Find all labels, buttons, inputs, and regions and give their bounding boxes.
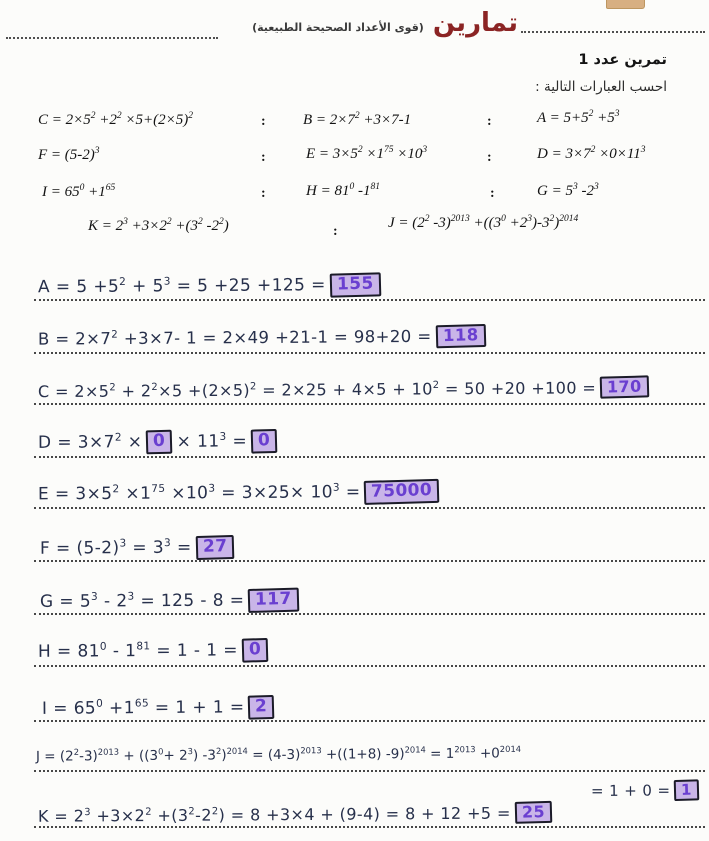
handwritten-math: $A = 5 +5^2 + 5^3 = 5 +25 +125$ = xyxy=(37,274,326,297)
dotted-rule xyxy=(34,720,705,722)
dotted-rule xyxy=(34,403,705,405)
exercise-heading: تمرين عدد 1 xyxy=(578,52,667,68)
colon-separator: : xyxy=(261,114,266,129)
solution-line-G xyxy=(40,588,303,613)
handwritten-math: $J = (2^2-3)^{2013} + ((3^0+ 2^3) -3^2)^{2014} = (4-3)^{2013} +((1+8) -9)^{2014} = 1^{2013} +0^{2014}$ xyxy=(35,743,522,765)
answer-box: 117 xyxy=(248,588,299,613)
dotted-rule xyxy=(34,770,705,772)
answer-box: 170 xyxy=(600,375,649,399)
expression-H: $H = 81^0$ $-1^{81}$ xyxy=(306,182,380,199)
solution-line-K xyxy=(38,801,556,827)
expression-D: $D = 3\times 7^2 \times 0\times 11^3$ xyxy=(537,145,646,162)
dotted-rule xyxy=(34,613,705,615)
dotted-rule xyxy=(34,456,705,458)
dotted-rule xyxy=(34,299,705,301)
page-header xyxy=(210,8,518,38)
colon-separator: : xyxy=(490,186,495,201)
expression-E: $E = 3\times 5^2 \times 1^{75} \times 10^3$ xyxy=(306,145,428,162)
handwritten-math: = 1 + 0 = xyxy=(590,781,671,801)
answer-box: 1 xyxy=(674,779,699,801)
solution-line-C xyxy=(38,376,653,403)
expression-A: $A = 5+5^2 +5^3$ xyxy=(537,109,620,126)
dotted-rule xyxy=(34,560,705,562)
solution-line-D xyxy=(38,429,281,454)
dotted-rule xyxy=(6,37,218,39)
handwritten-math: $B = 2\times 7^2 +3\times 7-$ 1 = 2×49 +21-1 = 98+20 = xyxy=(37,326,432,349)
handwritten-math: $F = (5-2)^3 = 3^3$ = xyxy=(39,536,192,559)
handwritten-math: $K = 2^3 +3\times 2^2 +(3^2-2^2) = 8 +3\times 4 + (9-4) = 8 + 12 +5$ = xyxy=(37,803,511,826)
expression-J: $J = (2^2$ $-3)^{2013} +((3^0 +2^3)-3^2)^{2014}$ xyxy=(388,214,579,231)
expression-C: $C = 2\times 5^2 +2^2 \times 5+(2\times 5)^2$ xyxy=(38,111,193,128)
handwritten-math: $E = 3\times 5^2 \times 1^{75} \times 10^3 = 3\times 25\times 10^3$ = xyxy=(37,481,361,505)
handwritten-math: $G = 5^3 - 2^3 = 125 - 8$ = xyxy=(39,590,245,612)
answer-box: 0 xyxy=(251,429,278,453)
dotted-rule xyxy=(521,31,705,33)
page-subtitle: (قوى الأعداد الصحيحة الطبيعية) xyxy=(252,21,424,34)
dotted-rule xyxy=(34,352,705,354)
answer-box: 2 xyxy=(248,695,275,719)
answer-box: 0 xyxy=(242,638,269,662)
solution-line-I xyxy=(42,695,279,720)
handwritten-math: $C = 2\times 5^2 + 2^2\times 5 +(2\times 5)^2 = 2\times 25 + 4\times 5 + 10^2 = 50 +20 +100$ = xyxy=(37,377,597,401)
solution-line-A xyxy=(38,273,385,299)
solution-line-J xyxy=(36,745,521,764)
dotted-rule xyxy=(34,826,705,828)
expression-B: $B = 2\times 7^2 +3\times 7-1$ xyxy=(303,111,412,128)
colon-separator: : xyxy=(487,114,492,129)
page-title: تمارين xyxy=(432,8,518,38)
solution-line-H xyxy=(38,638,272,663)
colon-separator: : xyxy=(261,150,266,165)
solution-line-F xyxy=(40,535,238,560)
answer-box: 155 xyxy=(329,272,380,297)
answer-box: 25 xyxy=(514,801,552,824)
colon-separator: : xyxy=(261,186,266,201)
handwritten-math: $I = 65^0 +1^{65} = 1 + 1$ = xyxy=(41,697,245,719)
colon-separator: : xyxy=(487,150,492,165)
instruction-text: احسب العبارات التالية : xyxy=(535,79,667,95)
dotted-rule xyxy=(34,507,705,509)
answer-box: 118 xyxy=(435,324,485,348)
paper-scrap-icon xyxy=(606,0,645,9)
solution-line-B xyxy=(38,324,489,350)
expression-G: $G = 5^3$ $-2^3$ xyxy=(537,182,599,199)
handwritten-math: $H = 81^0 - 1^{81} = 1 - 1$ = xyxy=(37,640,238,662)
handwritten-math: × $11^3$ = xyxy=(176,430,248,452)
answer-box: 0 xyxy=(146,430,173,454)
solution-line-E xyxy=(38,480,444,506)
solution-line-J-continued xyxy=(591,780,703,802)
answer-box: 27 xyxy=(195,535,234,560)
expression-F: $F = (5-2)^3$ xyxy=(38,146,100,163)
expression-K: $K = 2^3 +3\times 2^2 +(3^2$ $-2^2$) xyxy=(88,217,229,234)
expression-I: $I = 65^0 +1^{65}$ xyxy=(42,183,116,200)
answer-box: 75000 xyxy=(364,479,440,505)
handwritten-math: $D = 3\times 7^2$ × xyxy=(37,431,143,453)
dotted-rule xyxy=(34,665,705,667)
colon-separator: : xyxy=(333,224,338,239)
